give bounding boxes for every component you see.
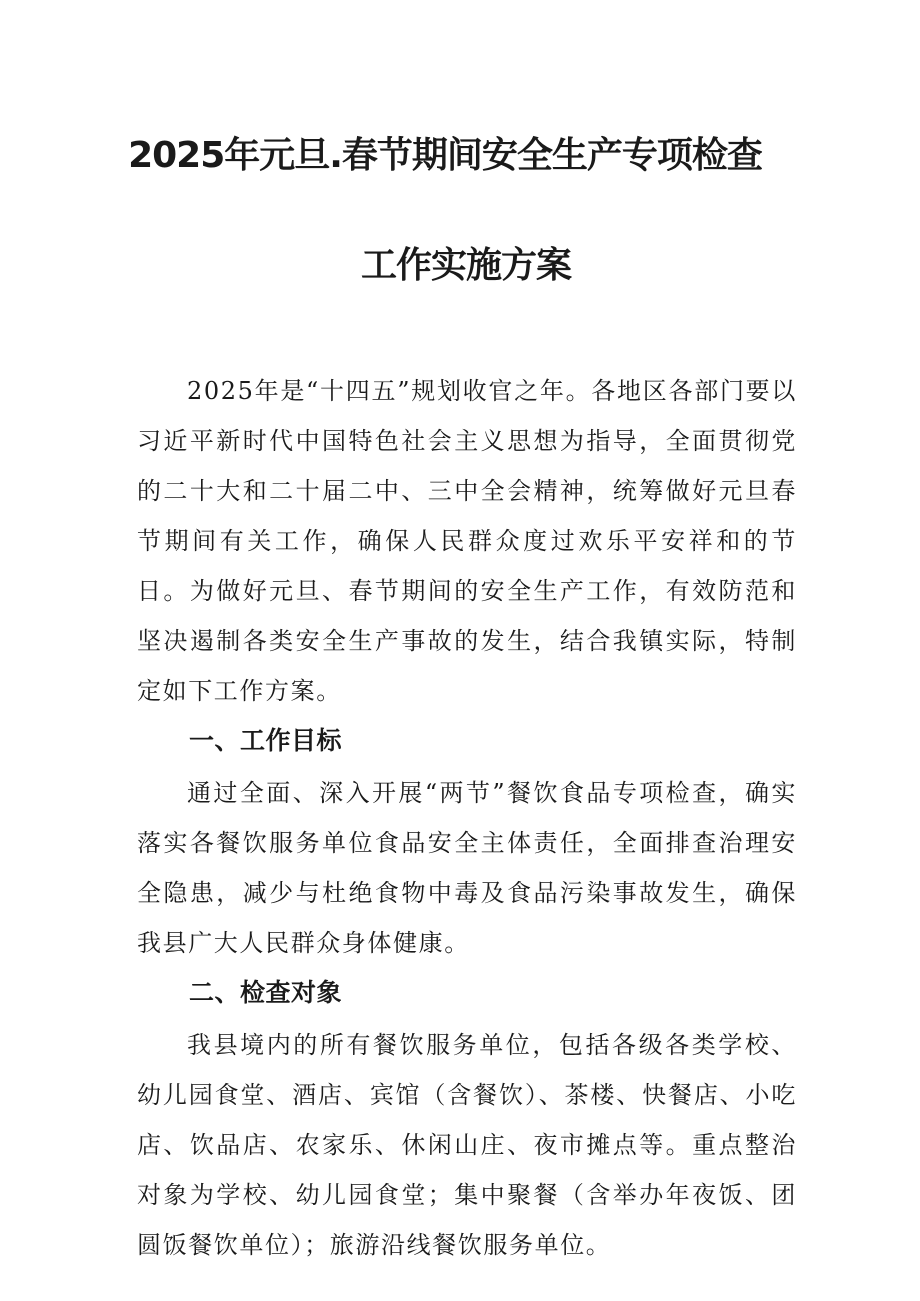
section-heading-inspection-targets: 二、检查对象 xyxy=(189,978,343,1007)
section-heading-work-goal: 一、工作目标 xyxy=(189,726,343,755)
section-body-inspection-targets: 我县境内的所有餐饮服务单位，包括各级各类学校、幼儿园食堂、酒店、宾馆（含餐饮）、茶楼、快餐店、小吃店、饮品店、农家乐、休闲山庄、夜市摊点等。重点整治对象为学校、幼儿园食堂；集中聚餐（含举办年夜饭、团圆饭餐饮单位）；旅游沿线餐饮服务单位。 xyxy=(137,1031,797,1259)
document-title-line1: 2025年元旦.春节期间安全生产专项检查 xyxy=(128,135,762,176)
section-body-work-goal: 通过全面、深入开展“两节”餐饮食品专项检查，确实落实各餐饮服务单位食品安全主体责任，全面排查治理安全隐患，减少与杜绝食物中毒及食品污染事故发生，确保我县广大人民群众身体健康。 xyxy=(137,779,797,957)
document-title-line2: 工作实施方案 xyxy=(360,245,571,286)
intro-paragraph: 2025年是“十四五”规划收官之年。各地区各部门要以习近平新时代中国特色社会主义思想为指导，全面贯彻党的二十大和二十届二中、三中全会精神，统筹做好元旦春节期间有关工作，确保人民群众度过欢乐平安祥和的节日。为做好元旦、春节期间的安全生产工作，有效防范和坚决遏制各类安全生产事故的发生，结合我镇实际，特制定如下工作方案。 xyxy=(137,377,797,705)
document-body xyxy=(137,366,797,1270)
